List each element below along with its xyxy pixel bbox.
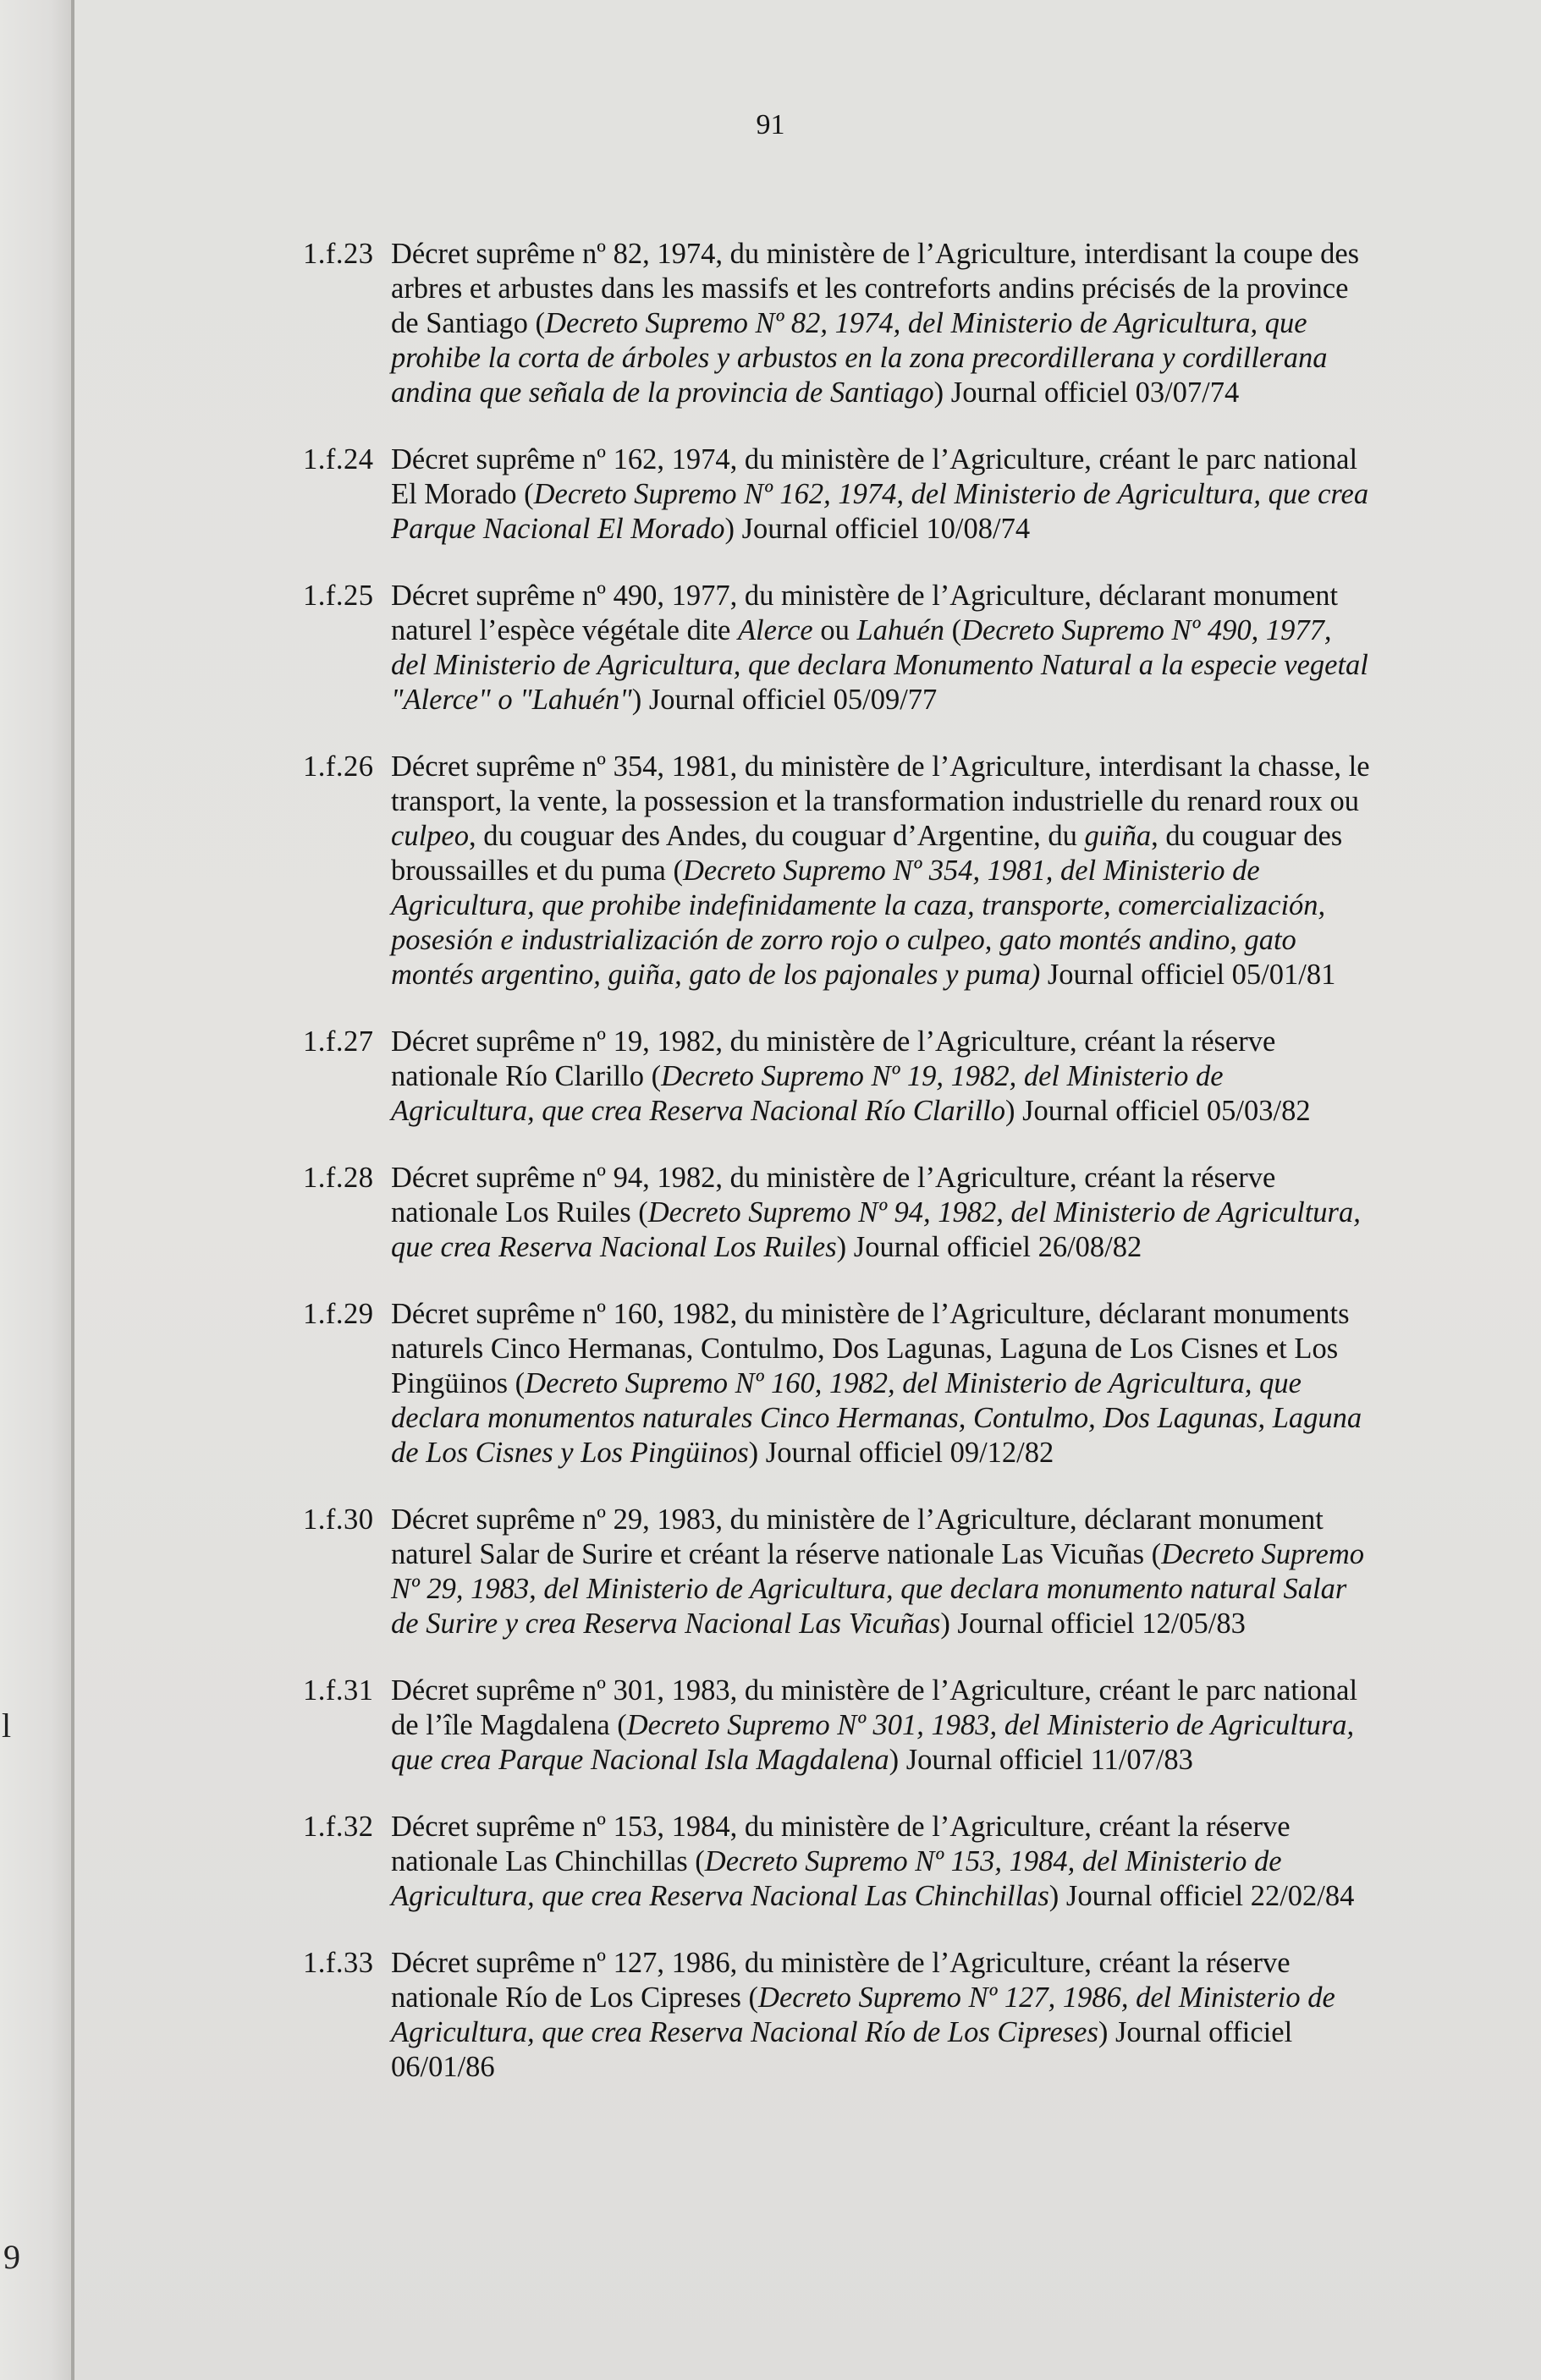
entry-reference: 1.f.23 [303,238,374,270]
entry-text [391,442,1371,547]
entry-text [391,1161,1371,1265]
entry-spanish-title: Decreto Supremo Nº 29, 1983, del Ministerio de Agricultura, que declara monumento natural Salar de Surire y crea Reserva Nacional Las Vicuñas [391,1538,1365,1640]
entry-reference: 1.f.27 [303,1025,374,1058]
entry-connector: ou [812,614,857,646]
entry-reference: 1.f.24 [303,443,374,475]
entry-french-text: Décret suprême nº 354, 1981, du ministère de l’Agriculture, interdisant la chasse, le transport, la vente, la possession et la transformation industrielle du renard roux ou [391,750,1370,817]
entry-journal-date: ) Journal officiel 06/01/86 [391,2016,1293,2083]
decree-entry [303,579,1371,717]
entry-reference: 1.f.28 [303,1162,374,1194]
decree-entry [303,1674,1371,1778]
entry-journal-date: ) Journal officiel 09/12/82 [748,1437,1054,1469]
entry-french-text: Décret suprême nº 82, 1974, du ministère de l’Agriculture, interdisant la coupe des arbres et arbustes dans les massifs et les contreforts andins précisés de la province de Santiago ( [391,238,1360,339]
entry-reference: 1.f.31 [303,1674,374,1707]
entry-french-text: Décret suprême nº 301, 1983, du ministère de l’Agriculture, créant le parc national de l’île Magdalena ( [391,1674,1358,1741]
species-name-guina: guiña [1084,820,1152,852]
entry-french-text: Décret suprême nº 160, 1982, du ministère de l’Agriculture, déclarant monuments naturels Cinco Hermanas, Contulmo, Dos Lagunas, Laguna de Los Cisnes et Los Pingüinos ( [391,1298,1350,1399]
decree-entry [303,442,1371,547]
entry-journal-date: ) Journal officiel 26/08/82 [836,1231,1142,1263]
entry-spanish-title: Decreto Supremo Nº 301, 1983, del Ministerio de Agricultura, que crea Parque Nacional Isla Magdalena [391,1709,1355,1776]
entry-french-text: , du couguar des broussailles et du puma ( [391,820,1343,887]
entry-french-text: , du couguar des Andes, du couguar d’Argentine, du [468,820,1085,852]
entry-spanish-title: Decreto Supremo Nº 162, 1974, del Ministerio de Agricultura, que crea Parque Nacional El Morado [391,478,1369,545]
entry-journal-date: ) Journal officiel 05/03/82 [1005,1095,1311,1127]
entry-reference: 1.f.26 [303,750,374,783]
entry-text [391,1674,1371,1778]
entry-text [391,1946,1371,2085]
species-name-lahuen: Lahuén [856,614,944,646]
entry-spanish-title: Decreto Supremo Nº 82, 1974, del Ministerio de Agricultura, que prohibe la corta de árboles y arbustos en la zona precordillerana y cordillerana andina que señala de la provincia de Santiago [391,307,1328,409]
entry-text [391,579,1371,717]
entry-spanish-title: Decreto Supremo Nº 94, 1982, del Ministerio de Agricultura, que crea Reserva Nacional Los Ruiles [391,1196,1361,1263]
margin-mark: l [2,1707,12,1745]
entry-text [391,237,1371,410]
decree-entry [303,1810,1371,1914]
entry-text [391,1025,1371,1129]
decree-entry [303,1297,1371,1470]
entry-french-text: Décret suprême nº 19, 1982, du ministère de l’Agriculture, créant la réserve nationale Río Clarillo ( [391,1025,1276,1092]
entry-reference: 1.f.29 [303,1298,374,1330]
entry-spanish-title: Decreto Supremo Nº 127, 1986, del Ministerio de Agricultura, que crea Reserva Nacional Río de Los Cipreses [391,1982,1335,2048]
entry-journal-date: Journal officiel 05/01/81 [1040,959,1336,991]
entry-connector: ( [944,614,962,646]
entry-text [391,1503,1371,1641]
entry-french-text: Décret suprême nº 127, 1986, du ministère de l’Agriculture, créant la réserve nationale Río de Los Cipreses ( [391,1947,1291,2014]
entry-journal-date: ) Journal officiel 22/02/84 [1048,1880,1355,1912]
entry-text [391,1297,1371,1470]
page-number: 91 [756,109,785,140]
entry-reference: 1.f.25 [303,580,374,612]
entry-journal-date: ) Journal officiel 10/08/74 [724,513,1031,545]
entry-journal-date: ) Journal officiel 11/07/83 [889,1744,1193,1776]
entry-spanish-title: Decreto Supremo Nº 19, 1982, del Ministerio de Agricultura, que crea Reserva Nacional Río Clarillo [391,1060,1224,1127]
entry-french-text: Décret suprême nº 490, 1977, du ministère de l’Agriculture, déclarant monument naturel l’espèce végétale dite [391,580,1339,646]
species-name-culpeo: culpeo [391,820,469,852]
entry-french-text: Décret suprême nº 162, 1974, du ministère de l’Agriculture, créant le parc national El Morado ( [391,443,1358,510]
decree-list [303,237,1371,2117]
margin-mark: 9 [3,2238,20,2276]
adjacent-page-margin [0,0,73,2380]
entry-text [391,750,1371,992]
decree-entry [303,1503,1371,1641]
decree-entry [303,1946,1371,2085]
entry-reference: 1.f.30 [303,1503,374,1536]
decree-entry [303,237,1371,410]
entry-spanish-title: Decreto Supremo Nº 354, 1981, del Ministerio de Agricultura, que prohibe indefinidamente la caza, transporte, comercialización, posesión e industrialización de zorro rojo o culpeo, gato montés andino, gato montés argentino, guiña, gato de los pajonales y puma) [391,855,1326,991]
entry-journal-date: ) Journal officiel 05/09/77 [631,684,938,716]
entry-french-text: Décret suprême nº 153, 1984, du ministère de l’Agriculture, créant la réserve nationale Las Chinchillas ( [391,1811,1291,1877]
entry-french-text: Décret suprême nº 29, 1983, du ministère de l’Agriculture, déclarant monument naturel Salar de Surire et créant la réserve nationale Las Vicuñas ( [391,1503,1324,1570]
species-name-alerce: Alerce [737,614,813,646]
entry-spanish-title: Decreto Supremo Nº 153, 1984, del Ministerio de Agricultura, que crea Reserva Nacional Las Chinchillas [391,1845,1282,1912]
entry-spanish-title: Decreto Supremo Nº 490, 1977, del Ministerio de Agricultura, que declara Monumento Natural a la especie vegetal "Alerce" o "Lahuén" [391,614,1368,716]
entry-spanish-title: Decreto Supremo Nº 160, 1982, del Ministerio de Agricultura, que declara monumentos naturales Cinco Hermanas, Contulmo, Dos Lagunas, Laguna de Los Cisnes y Los Pingüinos [391,1367,1362,1469]
entry-french-text: Décret suprême nº 94, 1982, du ministère de l’Agriculture, créant la réserve nationale Los Ruiles ( [391,1162,1276,1228]
entry-reference: 1.f.33 [303,1947,374,1979]
entry-journal-date: ) Journal officiel 12/05/83 [940,1608,1246,1640]
entry-reference: 1.f.32 [303,1811,374,1843]
decree-entry [303,1025,1371,1129]
decree-entry [303,750,1371,992]
entry-text [391,1810,1371,1914]
entry-journal-date: ) Journal officiel 03/07/74 [933,377,1240,409]
decree-entry [303,1161,1371,1265]
